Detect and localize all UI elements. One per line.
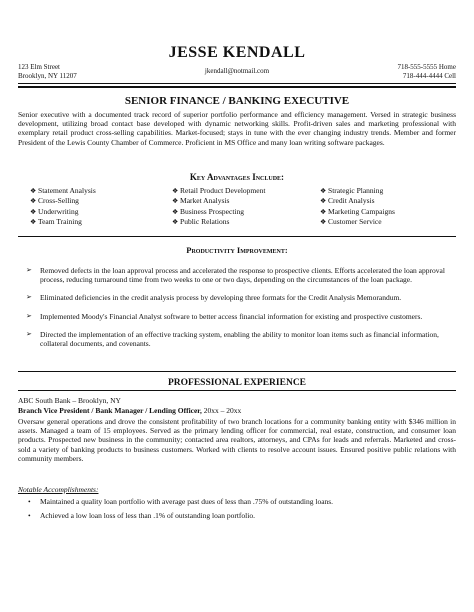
job-dates: 20xx – 20xx	[201, 406, 242, 415]
section-divider	[18, 390, 456, 391]
productivity-item: ➢ Implemented Moody's Financial Analyst software to better access financial information for existing and prospective customers.	[26, 312, 456, 321]
email-address: jkendall@notmail.com	[204, 67, 270, 75]
advantage-item: ❖ Cross-Selling	[30, 196, 96, 206]
productivity-heading: Productivity Improvement:	[186, 245, 288, 255]
advantages-column-1	[30, 186, 96, 228]
advantage-item: ❖ Underwriting	[30, 207, 96, 217]
advantage-item: ❖ Team Training	[30, 217, 96, 227]
advantage-item: ❖ Marketing Campaigns	[320, 207, 395, 217]
address-line-1: 123 Elm Street	[18, 63, 60, 71]
experience-description: Oversaw general operations and drove the consistent profitability of two branch locations for a community banking entity with $346 million in assets. Managed a team of 15 employees. Served as the primary lending officer for commercial, real estate, construction, and consumer loan products. Prospected new business in the community; contacted area realtors, attorneys, and CPAs for leads and referrals. Marketed and cross-sold a variety of banking products to business customers. Worked with clients to resolve account issues. Ensured positive public relations with community members.	[18, 417, 456, 463]
experience-heading: PROFESSIONAL EXPERIENCE	[167, 378, 307, 388]
productivity-item: ➢ Directed the implementation of an effective tracking system, enabling the ability to monitor loan items such as financial information, collateral documents, and covenants.	[26, 330, 456, 348]
job-title-line	[18, 406, 241, 415]
productivity-item: ➢ Removed defects in the loan approval process and accelerated the response to prospective clients. Efforts accelerated the loan approval process, reducing turnaround time from two weeks to one or two days, depending on the circumstances of the loan package.	[26, 266, 456, 284]
advantage-item: ❖ Strategic Planning	[320, 186, 395, 196]
candidate-name: JESSE KENDALL	[168, 44, 306, 61]
professional-title: SENIOR FINANCE / BANKING EXECUTIVE	[124, 95, 350, 107]
header-divider	[18, 83, 456, 84]
productivity-list	[26, 266, 456, 357]
header-divider-thick	[18, 86, 456, 88]
phone-cell: 718-444-4444 Cell	[402, 71, 456, 80]
phone-home: 718-555-5555 Home	[397, 63, 456, 71]
advantage-item: ❖ Public Relations	[172, 217, 265, 227]
notable-accomplishments-heading: Notable Accomplishments:	[18, 485, 99, 494]
accomplishments-list	[26, 497, 456, 525]
address-line-2: Brooklyn, NY 11207	[18, 71, 77, 80]
accomplishment-item: • Maintained a quality loan portfolio with average past dues of less than .75% of outstanding loans.	[26, 497, 456, 506]
advantage-item: ❖ Statement Analysis	[30, 186, 96, 196]
advantage-item: ❖ Customer Service	[320, 217, 395, 227]
summary-paragraph: Senior executive with a documented track record of superior portfolio performance and efficiency management. Versed in strategic business development, utilizing broad contact base developed with dynamic networking skills. Profit-driven sales and marketing professional with exemplary retail product cross-selling capabilities. Market-focused; stays in tune with the ever changing industry trends. Member and former President of the Lewis County Chamber of Commerce. Proficient in MS Office and many loan writing software packages.	[18, 110, 456, 147]
accomplishment-item: • Achieved a low loan loss of less than .1% of outstanding loan portfolio.	[26, 511, 456, 520]
phone-block	[397, 63, 456, 80]
employer: ABC South Bank – Brooklyn, NY	[18, 396, 121, 405]
section-divider	[18, 236, 456, 237]
advantage-item: ❖ Market Analysis	[172, 196, 265, 206]
productivity-item: ➢ Eliminated deficiencies in the credit analysis process by developing three formats for the Credit Analysis Memorandum.	[26, 293, 456, 302]
advantage-item: ❖ Business Prospecting	[172, 207, 265, 217]
key-advantages-heading: Key Advantages Include:	[189, 172, 285, 182]
section-divider	[18, 371, 456, 372]
advantage-item: ❖ Credit Analysis	[320, 196, 395, 206]
advantage-item: ❖ Retail Product Development	[172, 186, 265, 196]
advantages-column-3	[320, 186, 395, 228]
job-title: Branch Vice President / Bank Manager / Lending Officer,	[18, 406, 202, 415]
advantages-column-2	[172, 186, 265, 228]
